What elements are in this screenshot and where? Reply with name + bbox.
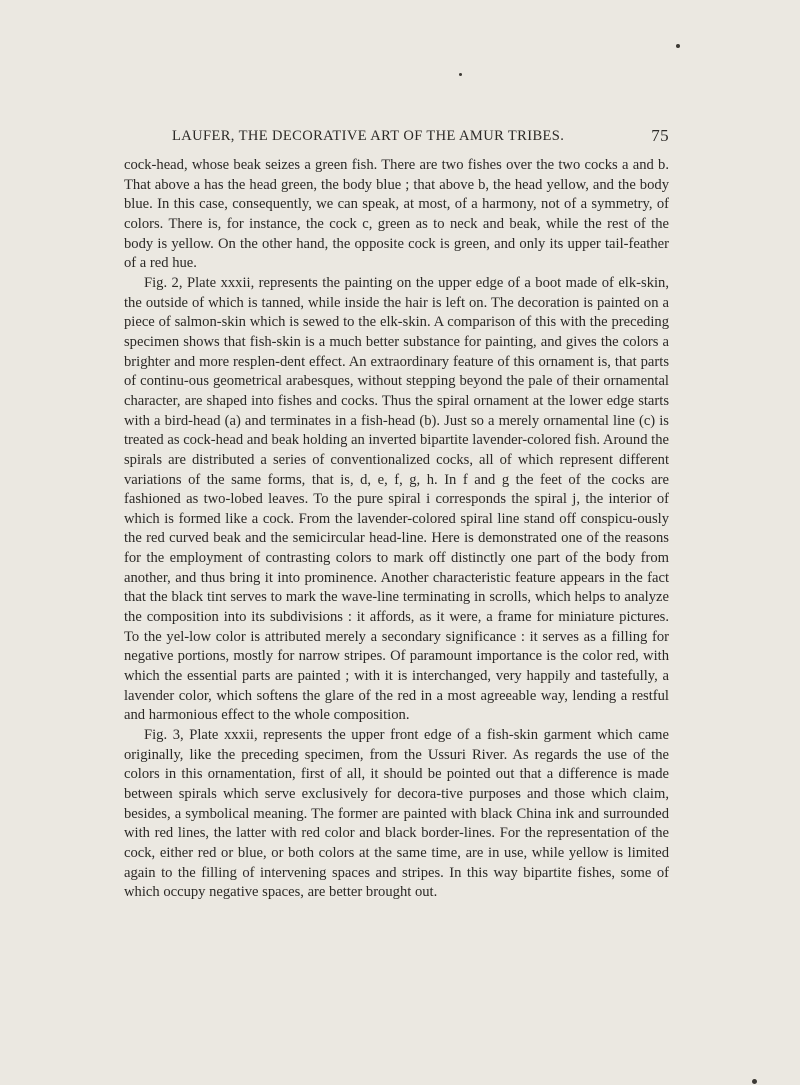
paragraph-3: Fig. 3, Plate xxxii, represents the upper front edge of a fish-skin garment which came originally, like the preceding specimen, from the Ussuri River. As regards the use of the colors in this ornamentation, first of all, it should be pointed out that a difference is made between spirals which serve exclusively for decora-tive purposes and those which claim, besides, a symbolical meaning. The former are painted with black China ink and surrounded with red lines, the latter with red color and black border-lines. For the representation of the cock, either red or blue, or both colors at the same time, are in use, while yellow is limited again to the filling of intervening spaces and stripes. In this way bipartite fishes, some of which occupy negative spaces, are better brought out. bbox=[124, 727, 669, 901]
page-number: 75 bbox=[651, 126, 669, 145]
running-title: LAUFER, THE DECORATIVE ART OF THE AMUR TRIBES. bbox=[172, 128, 565, 144]
scan-speck bbox=[676, 44, 680, 48]
paragraph-2: Fig. 2, Plate xxxii, represents the painting on the upper edge of a boot made of elk-skin, the outside of which is tanned, while inside the hair is left on. The decoration is painted on a piece of salmon-skin which is sewed to the elk-skin. A comparison of this with the preceding specimen shows that fish-skin is a much better substance for painting, and gives the colors a brighter and more resplen-dent effect. An extraordinary feature of this ornament is, that parts of continu-ous geometrical arabesques, without stepping beyond the pale of their ornamental character, are shaped into fishes and cocks. Thus the spiral ornament at the lower edge starts with a bird-head (a) and terminates in a fish-head (b). Just so a merely ornamental line (c) is treated as cock-head and beak holding an inverted bipartite lavender-colored fish. Around the spirals are distributed a series of conventionalized cocks, all of which represent different variations of the same forms, that is, d, e, f, g, h. In f and g the feet of the cocks are fashioned as two-lobed leaves. To the pure spiral i corresponds the spiral j, the interior of which is formed like a cock. From the lavender-colored spiral line stand off conspicu-ously the red curved beak and the semicircular head-line. Here is demonstrated one of the reasons for the employment of contrasting colors to mark off distinctly one part of the body from another, and thus bring it into prominence. Another characteristic feature appears in the fact that the black tint serves to mark the wave-line terminating in scrolls, which helps to analyze the composition into its subdivisions : it affords, as it were, a frame for miniature pictures. To the yel-low color is attributed merely a secondary significance : it serves as a filling for negative portions, mostly for narrow stripes. Of paramount importance is the color red, with which the essential parts are painted ; with it is interchanged, very happily and tastefully, a lavender color, which softens the glare of the red in a most agreeable way, lending a restful and harmonious effect to the whole composition. bbox=[124, 274, 669, 724]
scan-speck bbox=[459, 73, 462, 76]
paragraph-1: cock-head, whose beak seizes a green fish. There are two fishes over the two cocks a and b. That above a has the head green, the body blue ; that above b, the head yellow, and the body blue. In this case, consequently, we can speak, at most, of a harmony, not of a symmetry, of colors. There is, for instance, the cock c, green as to neck and beak, while the rest of the body is yellow. On the other hand, the opposite cock is green, and only its upper tail-feather of a red hue. bbox=[124, 157, 669, 272]
scan-speck bbox=[752, 1079, 757, 1084]
body-text bbox=[124, 156, 669, 903]
